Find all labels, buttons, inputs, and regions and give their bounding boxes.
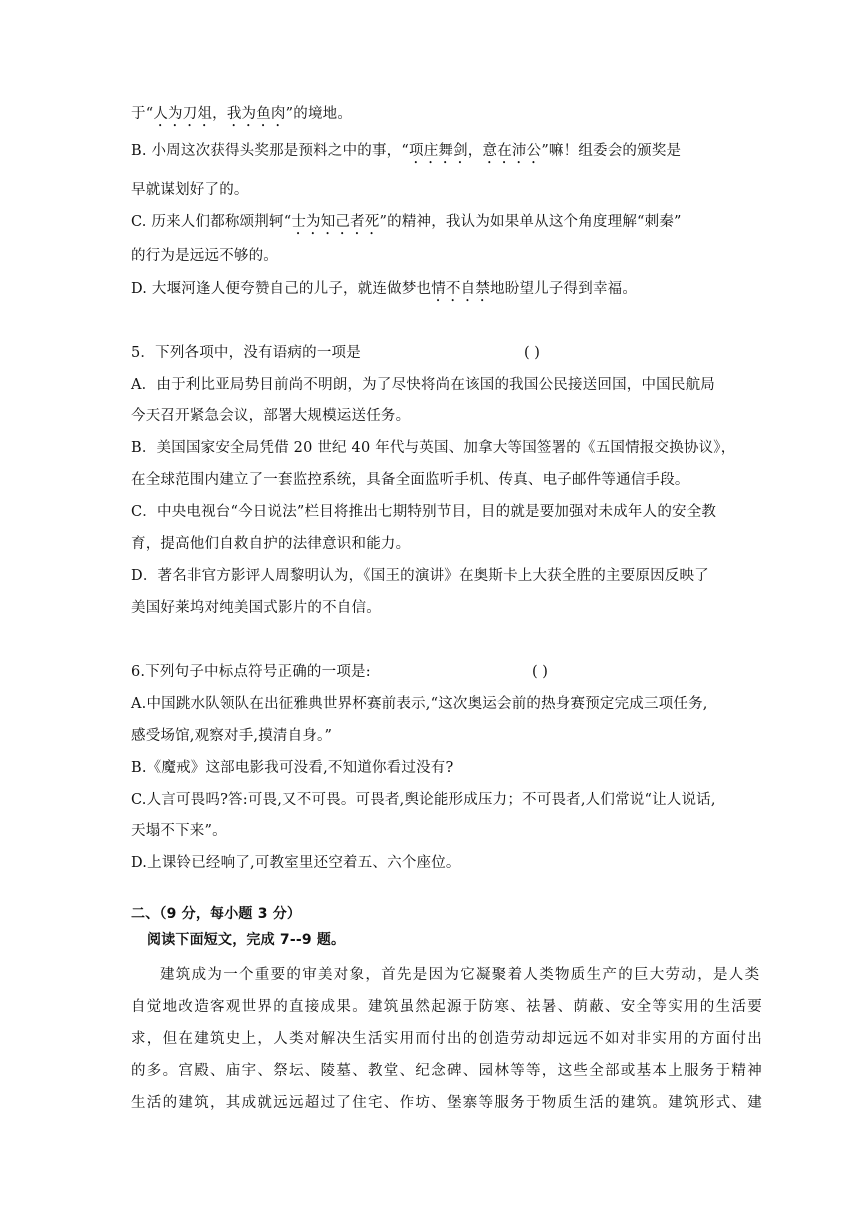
passage-line: 生活的建筑，其成就远远超过了住宅、作坊、堡寨等服务于物质生活的建筑。建筑形式、建: [131, 1095, 763, 1111]
q6-option-c-continuation: 天塌不下来”。: [131, 823, 227, 839]
text: 地盼望儿子得到幸福。: [490, 281, 638, 297]
text: B. 小周这次获得头奖那是预料之中的事，“: [131, 143, 409, 159]
q6-option-d: D.上课铃已经响了,可教室里还空着五、六个座位。: [131, 855, 461, 871]
text: ”的境地。: [285, 106, 353, 122]
emphasized-idiom: 士为知己者死: [291, 214, 380, 230]
text: C. 历来人们都称颂荆轲“: [131, 214, 292, 230]
passage-line: 建筑成为一个重要的审美对象，首先是因为它凝聚着人类物质生产的巨大劳动，是人类: [160, 967, 761, 983]
emphasized-idiom: 情不自禁: [431, 281, 491, 297]
q5-option-a: A．由于利比亚局势目前尚不明朗，为了尽快将尚在该国的我国公民接送回国，中国民航局: [131, 377, 715, 393]
text: D. 大堰河逢人便夸赞自己的儿子，就连做梦也: [131, 281, 432, 297]
passage-line: 的多。宫殿、庙宇、祭坛、陵墓、教堂、纪念碑、园林等等，这些全部或基本上服务于精神: [131, 1063, 763, 1079]
q5-option-d-continuation: 美国好莱坞对纯美国式影片的不自信。: [131, 600, 381, 616]
q6-answer-blank: ( ): [532, 664, 548, 680]
q6-option-b: B.《魔戒》这部电影我可没看,不知道你看过没有?: [131, 760, 454, 776]
q5-option-b: B．美国国家安全局凭借 20 世纪 40 年代与英国、加拿大等国签署的《五国情报交换协议》，: [131, 440, 736, 456]
q5-option-a-continuation: 今天召开紧急会议，部署大规模运送任务。: [131, 408, 411, 424]
q4-option-b: [131, 141, 681, 167]
q5-option-c: C．中央电视台“今日说法”栏目将推出七期特别节目，目的就是要加强对未成年人的安全教: [131, 504, 717, 520]
passage-line: 自觉地改造客观世界的直接成果。建筑虽然起源于防寒、祛暑、荫蔽、安全等实用的生活要: [131, 999, 763, 1015]
emphasized-idiom: 人为刀俎，我为鱼肉: [153, 106, 286, 122]
q5-option-c-continuation: 育，提高他们自救自护的法律意识和能力。: [131, 536, 411, 552]
q6-option-a: A.中国跳水队领队在出征雅典世界杯赛前表示,“这次奥运会前的热身赛预定完成三项任务,: [131, 696, 708, 712]
q5-answer-blank: ( ): [524, 345, 540, 361]
q6-option-c: C.人言可畏吗?答:可畏,又不可畏。可畏者,舆论能形成压力；不可畏者,人们常说“让人说话,: [131, 792, 716, 808]
q4-option-a-continuation: [131, 104, 352, 130]
q4-option-d: [131, 279, 637, 305]
q4-option-b-continuation: 早就谋划好了的。: [131, 182, 249, 198]
q4-option-c: [131, 212, 682, 238]
text: 于“: [131, 106, 154, 122]
text: ”的精神，我认为如果单从这个角度理解“刺秦”: [379, 214, 682, 230]
section-heading: 二、（9 分，每小题 3 分）: [131, 906, 302, 922]
emphasized-idiom: 项庄舞剑，意在沛公: [409, 143, 542, 159]
passage-line: 求，但在建筑史上，人类对解决生活实用而付出的创造劳动却远远不如对非实用的方面付出: [131, 1031, 763, 1047]
q5-stem: 5．下列各项中，没有语病的一项是: [131, 345, 361, 361]
q6-option-a-continuation: 感受场馆,观察对手,摸清自身。”: [131, 728, 333, 744]
q4-option-c-continuation: 的行为是远远不够的。: [131, 248, 278, 264]
q5-option-d: D．著名非官方影评人周黎明认为，《国王的演讲》在奥斯卡上大获全胜的主要原因反映了: [131, 568, 709, 584]
section-instruction: 阅读下面短文，完成 7--9 题。: [147, 932, 346, 948]
q5-option-b-continuation: 在全球范围内建立了一套监控系统，具备全面监听手机、传真、电子邮件等通信手段。: [131, 472, 690, 488]
text: ”嘛！组委会的颁奖是: [541, 143, 682, 159]
q6-stem: 6.下列句子中标点符号正确的一项是:: [131, 664, 371, 680]
